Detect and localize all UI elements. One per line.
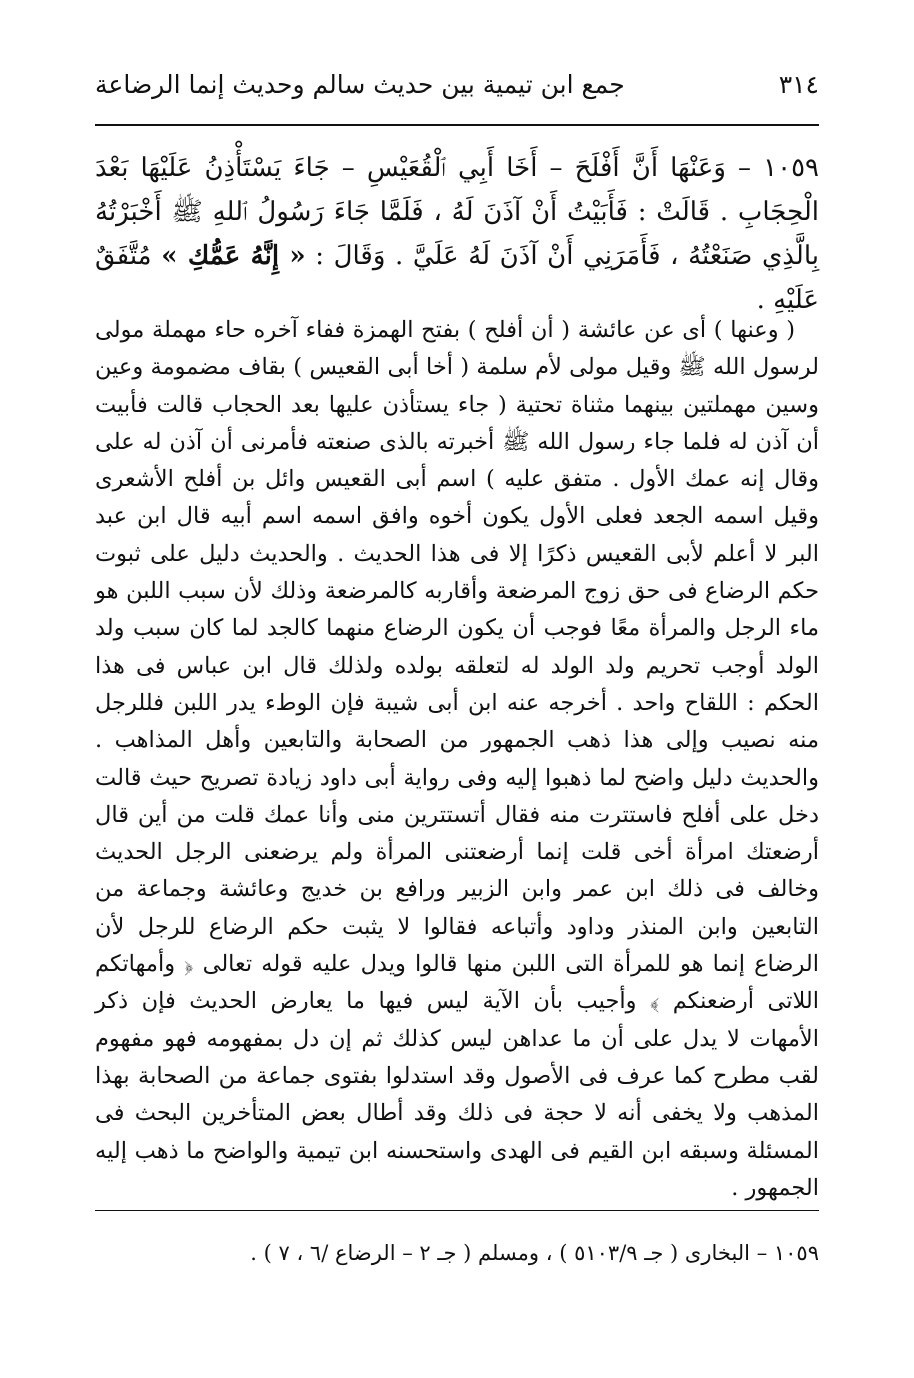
running-title: جمع ابن تيمية بين حديث سالم وحديث إنما الرضاعة (95, 69, 625, 99)
hadith-body: وَعَنْهَا أَنَّ أَفْلَحَ – أَخَا أَبِي ٱلْقُعَيْسِ – جَاءَ يَسْتَأْذِنُ عَلَيْهَا بَعْدَ الْحِجَابِ . قَالَتْ : فَأَبَيْتُ أَنْ آذَنَ لَهُ ، فَلَمَّا جَاءَ رَسُولُ ٱللهِ ﷺ أَخْبَرْتُهُ بِالَّذِي صَنَعْتُهُ ، فَأَمَرَنِي أَنْ آذَنَ لَهُ عَلَيَّ . وَقَالَ : (95, 153, 820, 271)
hadith-quote: « إِنَّهُ عَمُّكِ » (161, 241, 306, 271)
page-number: ٣١٤ (778, 69, 819, 99)
footnote: ١٠٥٩ – البخارى ( جـ ٥١٠٣/٩ ) ، ومسلم ( جـ ٢ – الرضاع /٦ ، ٧ ) . (250, 1241, 819, 1265)
commentary-paragraph: ( وعنها ) أى عن عائشة ( أن أفلح ) بفتح الهمزة ففاء آخره حاء مهملة مولى لرسول الله ﷺ وقيل مولى لأم سلمة ( أخا أبى القعيس ) بقاف مضمومة وعين وسين مهملتين بينهما مثناة تحتية ( جاء يستأذن عليها بعد الحجاب قالت فأبيت أن آذن له فلما جاء رسول الله ﷺ أخبرته بالذى صنعته فأمرنى أن آذن له على وقال إنه عمك الأول . متفق عليه ) اسم أبى القعيس وائل بن أفلح الأشعرى وقيل اسمه الجعد فعلى الأول يكون أخوه وافق اسمه اسم أبيه قال ابن عبد البر لا أعلم لأبى القعيس ذكرًا إلا فى هذا الحديث . والحديث دليل على ثبوت حكم الرضاع فى حق زوج المرضعة وأقاربه كالمرضعة وذلك لأن سبب اللبن هو ماء الرجل والمرأة معًا فوجب أن يكون الرضاع منهما كالجد لما كان سبب ولد الولد أوجب تحريم ولد الولد له لتعلقه بولده ولذلك قال ابن عباس فى هذا الحكم : اللقاح واحد . أخرجه عنه ابن أبى شيبة فإن الوطء يدر اللبن فللرجل منه نصيب وإلى هذا ذهب الجمهور من الصحابة والتابعين وأهل المذاهب . والحديث دليل واضح لما ذهبوا إليه وفى رواية أبى داود زيادة تصريح حيث قالت دخل على أفلح فاستترت منه فقال أتستترين منى وأنا عمك قلت من أين قال أرضعتك امرأة أخى قلت إنما أرضعتنى المرأة ولم يرضعنى الرجل الحديث وخالف فى ذلك ابن عمر وابن الزبير ورافع بن خديج وعائشة وجماعة من التابعين وابن المنذر وداود وأتباعه فقالوا لا يثبت حكم الرضاع للرجل لأن الرضاع إنما هو للمرأة التى اللبن منها قالوا ويدل عليه قوله تعالى ﴿ وأمهاتكم اللاتى أرضعنكم ﴾ وأجيب بأن الآية ليس فيها ما يعارض الحديث فإن ذكر الأمهات لا يدل على أن ما عداهن ليس كذلك ثم إن دل بمفهومه فهو مفهوم لقب مطرح كما عرف فى الأصول وقد استدلوا بفتوى جماعة من الصحابة بهذا المذهب ولا يخفى أنه لا حجة فى ذلك وقد أطال بعض المتأخرين البحث فى المسئلة وسبقه ابن القيم فى الهدى واستحسنه ابن تيمية والواضح ما ذهب إليه الجمهور . (95, 317, 819, 1201)
header-divider (95, 124, 819, 126)
hadith-ending: مُتَّفَقٌ عَلَيْهِ . (95, 241, 819, 315)
footnote-divider (95, 1210, 819, 1211)
hadith-text (95, 146, 819, 322)
hadith-number: ١٠٥٩ – (738, 153, 819, 183)
page-header (95, 58, 819, 110)
